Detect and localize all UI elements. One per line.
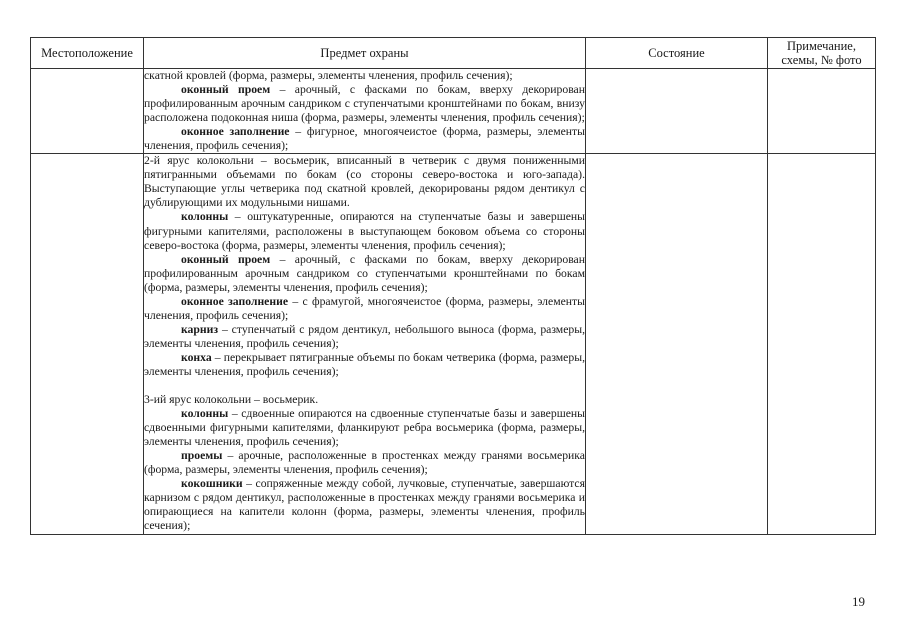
element-description: – оштукатуренные, опираются на ступенчатые базы и завершены фигурными капителями, расположены в выступающем боковом объема со стороны северо-востока (форма, размеры, элементы членения, профиль сечения); bbox=[144, 210, 585, 252]
description-paragraph bbox=[144, 407, 585, 449]
note-cell bbox=[768, 69, 876, 154]
element-term: колонны bbox=[181, 210, 229, 224]
description-paragraph bbox=[144, 393, 585, 407]
description-paragraph bbox=[144, 295, 585, 323]
subject-cell bbox=[144, 69, 586, 154]
description-paragraph bbox=[144, 449, 585, 477]
description-paragraph bbox=[144, 253, 585, 295]
element-term: конха bbox=[181, 350, 212, 364]
table-row bbox=[31, 154, 876, 534]
condition-cell bbox=[586, 154, 768, 534]
table-header-row bbox=[31, 38, 876, 69]
description-paragraph bbox=[144, 154, 585, 210]
element-description: 2-й ярус колокольни – восьмерик, вписанный в четверик с двумя пониженными пятигранными объемами по бокам (со стороны северо-востока и юго-запада). Выступающие углы четверика под скатной кровлей, декорированы рядом дентикул с дублирующими их модульными нишами. bbox=[144, 154, 585, 210]
element-term: карниз bbox=[181, 322, 219, 336]
element-term: проемы bbox=[181, 449, 223, 463]
note-cell bbox=[768, 154, 876, 534]
header-condition: Состояние bbox=[586, 38, 768, 69]
header-subject: Предмет охраны bbox=[144, 38, 586, 69]
description-paragraph bbox=[144, 477, 585, 533]
element-term: оконное заполнение bbox=[181, 294, 289, 308]
location-cell bbox=[31, 154, 144, 534]
element-description: – арочные, расположенные в простенках между гранями восьмерика (форма, размеры, элементы членения, профиль сечения); bbox=[144, 449, 585, 477]
description-paragraph bbox=[144, 125, 585, 153]
element-term: оконный проем bbox=[181, 252, 271, 266]
condition-cell bbox=[586, 69, 768, 154]
header-note: Примечание, схемы, № фото bbox=[768, 38, 876, 69]
element-description: – с фрамугой, многоячеистое (форма, размеры, элементы членения, профиль сечения); bbox=[144, 294, 585, 322]
description-paragraph bbox=[144, 210, 585, 252]
element-description: – сдвоенные опираются на сдвоенные ступенчатые базы и завершены сдвоенными фигурными капителями, фланкируют ребра восьмерика (форма, размеры, элементы членения, профиль сечения); bbox=[144, 407, 585, 449]
element-term: кокошники bbox=[181, 477, 243, 491]
header-location: Местоположение bbox=[31, 38, 144, 69]
subject-cell bbox=[144, 154, 586, 534]
element-description: – ступенчатый с рядом дентикул, небольшого выноса (форма, размеры, элементы членения, профиль сечения); bbox=[144, 322, 585, 350]
element-description: – арочный, с фасками по бокам, вверху декорирован профилированным арочным сандриком с ступенчатыми кронштейнами по бокам, внизу расположена подоконная ниша (форма, размеры, элементы членения, профиль сечения); bbox=[144, 83, 586, 125]
paragraph-spacer bbox=[144, 379, 585, 393]
element-description: – перекрывает пятигранные объемы по бокам четверика (форма, размеры, элементы членения, профиль сечения); bbox=[144, 350, 585, 378]
description-paragraph bbox=[144, 323, 585, 351]
description-paragraph bbox=[144, 83, 585, 125]
table-row bbox=[31, 69, 876, 154]
page-number: 19 bbox=[852, 594, 865, 609]
element-description: скатной кровлей (форма, размеры, элементы членения, профиль сечения); bbox=[144, 69, 513, 82]
location-cell bbox=[31, 69, 144, 154]
element-description: – арочный, с фасками по бокам, вверху декорирован профилированным арочным сандриком со ступенчатыми кронштейнами по бокам (форма, размеры, элементы членения, профиль сечения); bbox=[144, 252, 586, 294]
description-paragraph bbox=[144, 351, 585, 379]
element-description: 3-ий ярус колокольни – восьмерик. bbox=[144, 393, 319, 407]
protection-table bbox=[30, 37, 876, 535]
element-description: – фигурное, многоячеистое (форма, размеры, элементы членения, профиль сечения); bbox=[144, 125, 585, 153]
element-term: оконный проем bbox=[181, 83, 271, 97]
element-term: колонны bbox=[181, 407, 229, 421]
description-paragraph bbox=[144, 69, 585, 83]
element-term: оконное заполнение bbox=[181, 125, 290, 139]
element-description: – сопряженные между собой, лучковые, ступенчатые, завершаются карнизом с рядом дентикул, расположенные в простенках между гранями восьмерика и опирающиеся на капители колонн (форма, размеры, элементы членения, профиль сечения); bbox=[144, 477, 585, 533]
